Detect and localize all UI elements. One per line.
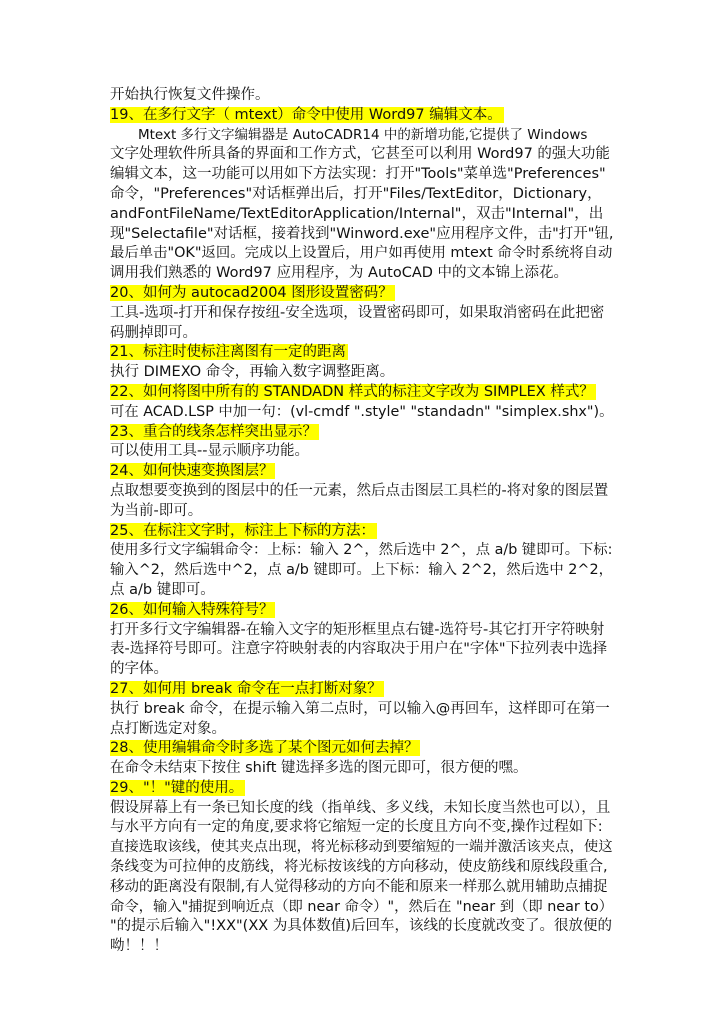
paragraph-line: 工具-选项-打开和保存按纽-安全选项，设置密码即可，如果取消密码在此把密 <box>110 304 605 321</box>
highlighted-heading-text: 20、如何为 autocad2004 图形设置密码？ <box>110 284 393 301</box>
section-heading <box>110 423 616 443</box>
section-heading <box>110 106 616 126</box>
paragraph-line: 与水平方向有一定的角度,要求将它缩短一定的长度且方向不变,操作过程如下: <box>110 819 603 836</box>
paragraph-line: 最后单击"OK"返回。完成以上设置后，用户如再使用 mtext 命令时系统将自动 <box>110 245 613 262</box>
body-paragraph <box>110 621 616 680</box>
body-paragraph <box>110 799 616 957</box>
body-paragraph <box>110 700 616 740</box>
paragraph-line: 直接选取该线，使其夹点出现，将光标移动到要缩短的一端并激活该夹点，使这 <box>110 839 613 856</box>
body-paragraph <box>110 126 616 284</box>
paragraph-line: 可以使用工具--显示顺序功能。 <box>110 443 309 460</box>
highlighted-heading-text: 22、如何将图中所有的 STANDADN 样式的标注文字改为 SIMPLEX 样式？ <box>110 383 594 400</box>
highlighted-heading-text: 19、在多行文字（ mtext）命令中使用 Word97 编辑文本。 <box>110 106 502 123</box>
paragraph-line: 点打断选定对象。 <box>110 720 226 737</box>
section-heading <box>110 779 616 799</box>
body-paragraph <box>110 304 616 344</box>
paragraph-line: 开始执行恢复文件操作。 <box>110 87 270 103</box>
highlighted-heading-text: 27、如何用 break 命令在一点打断对象？ <box>110 680 382 697</box>
paragraph-line: andFontFileName/TextEditorApplication/Internal"，双击"Internal"，出 <box>110 205 604 222</box>
paragraph-line: 点取想要变换到的图层中的任一元素，然后点击图层工具栏的-将对象的图层置 <box>110 482 609 499</box>
highlighted-heading-text: 25、在标注文字时，标注上下标的方法： <box>110 522 375 539</box>
paragraph-line: 的字体。 <box>110 661 168 678</box>
body-paragraph <box>110 403 616 423</box>
paragraph-line: 打开多行文字编辑器-在输入文字的矩形框里点右键-选符号-其它打开字符映射 <box>110 621 605 638</box>
paragraph-line: 为当前-即可。 <box>110 502 203 519</box>
paragraph-line: 现"Selectafile"对话框，接着找到"Winword.exe"应用程序文件，击"打开"钮, <box>110 225 614 242</box>
section-heading <box>110 284 616 304</box>
paragraph-line: 文字处理软件所具备的界面和工作方式，它甚至可以利用 Word97 的强大功能 <box>110 146 610 163</box>
paragraph-line: 使用多行文字编辑命令：上标：输入 2^，然后选中 2^，点 a/b 键即可。下标: <box>110 542 613 559</box>
section-heading <box>110 383 616 403</box>
paragraph-line: 条线变为可拉伸的皮筋线，将光标按该线的方向移动，使皮筋线和原线段重合, <box>110 859 608 876</box>
paragraph-line: 表-选择符号即可。注意字符映射表的内容取决于用户在"字体"下拉列表中选择 <box>110 641 608 658</box>
paragraph-line: 执行 break 命令，在提示输入第二点时，可以输入@再回车，这样即可在第一 <box>110 700 610 717</box>
body-paragraph <box>110 759 616 779</box>
highlighted-heading-text: 24、如何快速变换图层？ <box>110 463 274 480</box>
paragraph-line: 移动的距离没有限制,有人觉得移动的方向不能和原来一样那么就用辅助点捕捉 <box>110 878 608 895</box>
body-paragraph <box>110 442 616 462</box>
paragraph-line: 命令，输入"捕捉到响近点（即 near 命令）"，然后在 "near 到（即 near to） <box>110 898 614 915</box>
paragraph-line: 码删掉即可。 <box>110 324 197 341</box>
paragraph-line: 执行 DIMEXO 命令，再输入数字调整距离。 <box>110 364 395 381</box>
paragraph-line: 在命令未结束下按住 shift 键选择多选的图元即可，很方便的嘿。 <box>110 760 528 777</box>
highlighted-heading-text: 29、"！"键的使用。 <box>110 779 244 796</box>
paragraph-line: 可在 ACAD.LSP 中加一句：(vl-cmdf ".style" "standadn" "simplex.shx")。 <box>110 403 614 420</box>
paragraph-line: 输入^2，然后选中^2，点 a/b 键即可。上下标：输入 2^2，然后选中 2^2， <box>110 562 613 579</box>
section-heading <box>110 522 616 542</box>
section-heading <box>110 739 616 759</box>
paragraph-line: "的提示后输入"!XX"(XX 为具体数值)后回车，该线的长度就改变了。很放便的 <box>110 918 612 935</box>
highlighted-heading-text: 21、标注时使标注离图有一定的距离 <box>110 344 346 361</box>
paragraph-line: Mtext 多行文字编辑器是 AutoCADR14 中的新增功能,它提供了 Windows <box>138 126 588 143</box>
section-heading <box>110 680 616 700</box>
paragraph-line: 假设屏幕上有一条已知长度的线（指单线、多义线，未知长度当然也可以），且 <box>110 799 611 816</box>
body-paragraph <box>110 363 616 383</box>
section-heading <box>110 462 616 482</box>
body-paragraph <box>110 482 616 522</box>
paragraph-line: 点 a/b 键即可。 <box>110 581 215 598</box>
paragraph-line: 调用我们熟悉的 Word97 应用程序，为 AutoCAD 中的文本锦上添花。 <box>110 265 569 282</box>
highlighted-heading-text: 28、使用编辑命令时多选了某个图元如何去掉？ <box>110 740 419 757</box>
paragraph-line: 编辑文本，这一功能可以用如下方法实现：打开"Tools"菜单选"Preferences" <box>110 166 606 183</box>
paragraph-line: 呦！！！ <box>110 938 168 955</box>
body-paragraph <box>110 86 616 106</box>
highlighted-heading-text: 26、如何输入特殊符号？ <box>110 601 274 618</box>
section-heading <box>110 601 616 621</box>
paragraph-line: 命令，"Preferences"对话框弹出后，打开"Files/TextEditor，Dictionary， <box>110 185 602 202</box>
body-paragraph <box>110 541 616 600</box>
section-heading <box>110 343 616 363</box>
highlighted-heading-text: 23、重合的线条怎样突出显示？ <box>110 423 317 440</box>
